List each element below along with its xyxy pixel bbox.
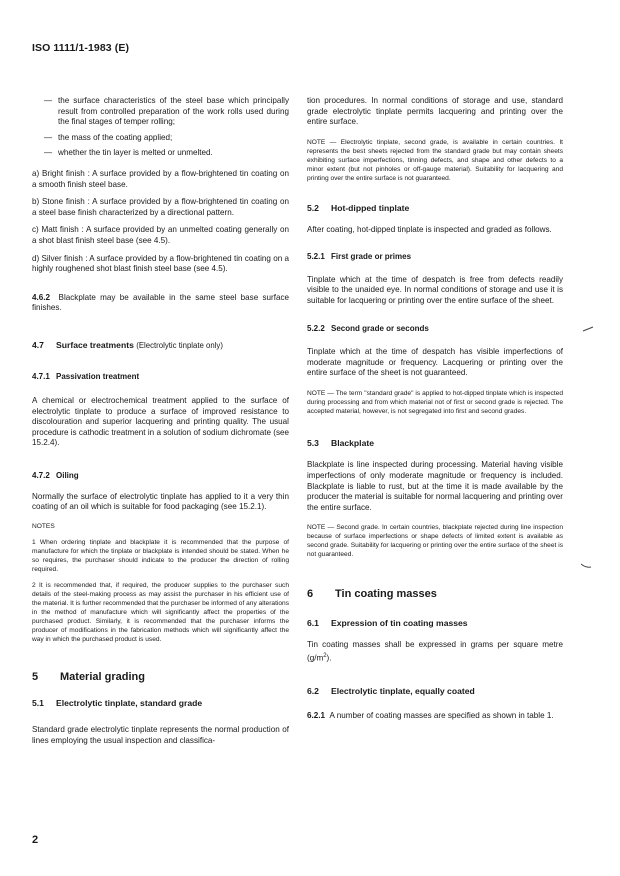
note-standard-grade: NOTE — The term "standard grade" is applied to hot-dipped tinplate which is inspected during processing and from which material not of first or second grade is rejected. The accepted material, however, is not segregated into first and second grades. [307,389,563,415]
list-item: — the mass of the coating applied; [44,132,173,142]
heading-5: 5 Material grading [32,670,145,683]
page-number: 2 [32,834,39,846]
running-header: ISO 1111/1-1983 (E) [32,42,130,54]
heading-4-7: 4.7 Surface treatments (Electrolytic tinplate only) [32,339,223,350]
finish-item-d: d) Silver finish : A surface provided by a flow-brightened tin coating on a highly roughened shot blast finish steel base (see 4.5). [32,253,289,274]
margin-mark-icon [582,326,594,332]
heading-5-2-2: 5.2.2 Second grade or seconds [307,324,429,334]
finish-item-c: c) Matt finish : A surface provided by an unmelted coating generally on a shot blast finish steel base (see 4.5). [32,225,289,245]
note-blackplate: NOTE — Second grade. In certain countries, blackplate rejected during line inspection because of surface imperfections or shape defects of limited extent is available as second grade. Suitability for lacquering or printing over the entire surface of the sheet is not guaranteed. [307,524,563,559]
clause-4-7-1-text: A chemical or electrochemical treatment applied to the surface of electrolytic tinplate to produce a surface of improved resistance to discolouration and superior lacquering and printing quality. The usual procedure is cathodic treatment in a solution of sodium dichromate (see 15.2.4). [32,396,289,448]
clause-6-1-text: Tin coating masses shall be expressed in grams per square metre $(g/m^2)$. [307,640,563,663]
note-2: 2 It is recommended that, if required, the producer supplies to the purchaser such details of the steel-making process as may assist the purchaser in his efficient use of the material. It is further recommended that the purchaser be informed of any alterations in the method of manufacture which will significantly affect the properties of the purchased product. Similarly, it is recommended that the purchaser informs the producer of modifications in the fabrication methods which will significantly affect the way in which the purchased product is used. [32,581,289,643]
clause-5-3-text: Blackplate is line inspected during processing. Material having visible imperfections of only moderate magnitude or frequency is included. Blackplate is liable to rust, but at the time it is made available by the producer the material is suitable for normal lacquering and printing over the entire surface. [307,460,563,512]
heading-5-3: 5.3 Blackplate [307,437,374,448]
heading-4-7-1: 4.7.1 Passivation treatment [32,371,140,381]
heading-4-7-2: 4.7.2 Oiling [32,471,79,481]
heading-5-2-1: 5.2.1 First grade or primes [307,251,412,261]
right-column [307,96,563,729]
left-column [32,96,289,753]
clause-4-7-2-text: Normally the surface of electrolytic tinplate has applied to it a very thin coating of an oil which is suitable for food packaging (see 15.2.1). [32,491,289,512]
clause-5-1-continued: tion procedures. In normal conditions of storage and use, standard grade electrolytic tinplate permits lacquering and printing over the entire surface. [307,96,563,127]
clause-5-2-2-text: Tinplate which at the time of despatch has visible imperfections of moderate magnitude or frequency. Lacquering or printing over the entire surface of the sheet is not guaranteed. [307,346,563,378]
clause-5-1-text: Standard grade electrolytic tinplate represents the normal production of lines employing the usual inspection and classifica- [32,725,289,745]
heading-6-1: 6.1 Expression of tin coating masses [307,617,468,628]
heading-5-2: 5.2 Hot-dipped tinplate [307,202,410,213]
note-second-grade: NOTE — Electrolytic tinplate, second grade, is available in certain countries. It represents the best sheets rejected from the standard grade but may contain sheets exhibiting surface imperfections, tinning defects, and shape and other defects to a minor extent (but not pinholes or off-gauge material). Suitability for lacquering and printing over the entire surface is not guaranteed. [307,138,563,182]
heading-6: 6 Tin coating masses [307,588,437,601]
finish-item-a: a) Bright finish : A surface provided by a flow-brightened tin coating on a smooth finish steel base. [32,168,289,189]
clause-5-2-text: After coating, hot-dipped tinplate is inspected and graded as follows. [307,225,552,235]
notes-title: NOTES [32,522,55,530]
note-1: 1 When ordering tinplate and blackplate it is recommended that the purpose of manufacture for which the tinplate or blackplate is intended should be stated. When he so requires, the purchaser should indicate to the producer the direction of rolling required. [32,538,289,573]
finish-item-b: b) Stone finish : A surface provided by a flow-brightened tin coating on a steel base finish characterized by a directional pattern. [32,197,289,217]
list-item: — whether the tin layer is melted or unmelted. [44,148,213,158]
margin-mark-icon [580,563,592,569]
list-item: — the surface characteristics of the steel base which principally result from controlled preparation of the work rolls used during the final stages of temper rolling; [44,96,289,127]
clause-5-2-1-text: Tinplate which at the time of despatch is free from defects readily visible to the unaided eye. In normal conditions of storage and use it is suitable for lacquering or printing over the entire surface of the sheet. [307,274,563,305]
clause-4-6-2: 4.6.2 Blackplate may be available in the same steel base surface finishes. [32,292,290,313]
heading-6-2: 6.2 Electrolytic tinplate, equally coated [307,686,475,697]
heading-5-1: 5.1 Electrolytic tinplate, standard grade [32,698,203,709]
clause-6-2-1: 6.2.1 A number of coating masses are specified as shown in table 1. [307,710,554,720]
